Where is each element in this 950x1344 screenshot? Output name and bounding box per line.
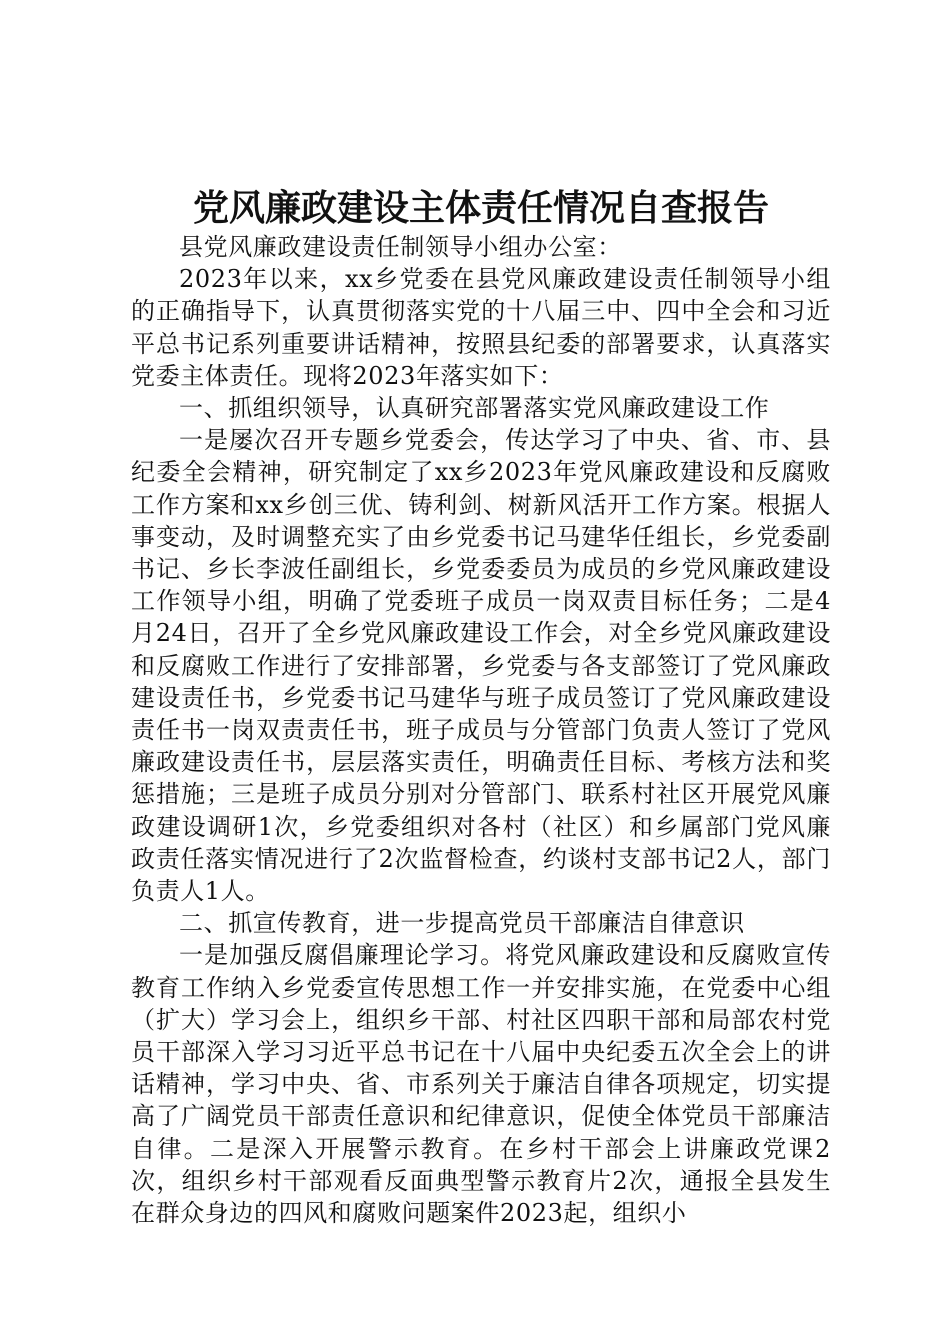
intro-paragraph: 2023年以来，xx乡党委在县党风廉政建设责任制领导小组的正确指导下，认真贯彻落实党的十八届三中、四中全会和习近平总书记系列重要讲话精神，按照县纪委的部署要求，认真落实党委主体责任。现将2023年落实如下： bbox=[131, 265, 831, 390]
section-2-body: 一是加强反腐倡廉理论学习。将党风廉政建设和反腐败宣传教育工作纳入乡党委宣传思想工作一并安排实施，在党委中心组（扩大）学习会上，组织乡干部、村社区四职干部和局部农村党员干部深入学习习近平总书记在十八届中央纪委五次全会上的讲话精神，学习中央、省、市系列关于廉洁自律各项规定，切实提高了广阔党员干部责任意识和纪律意识，促使全体党员干部廉洁自律。二是深入开展警示教育。在乡村干部会上讲廉政党课2次，组织乡村干部观看反面典型警示教育片2次，通报全县发生在群众身边的四风和腐败问题案件2023起，组织小 bbox=[131, 941, 831, 1228]
document-title: 党风廉政建设主体责任情况自查报告 bbox=[192, 187, 769, 229]
salutation: 县党风廉政建设责任制领导小组办公室： bbox=[179, 233, 622, 261]
section-1-body: 一是屡次召开专题乡党委会，传达学习了中央、省、市、县纪委全会精神，研究制定了xx乡2023年党风廉政建设和反腐败工作方案和xx乡创三优、铸利剑、树新风活开工作方案。根据人事变动，及时调整充实了由乡党委书记马建华任组长，乡党委副书记、乡长李波任副组长，乡党委委员为成员的乡党风廉政建设工作领导小组，明确了党委班子成员一岗双责目标任务；二是4月24日，召开了全乡党风廉政建设工作会，对全乡党风廉政建设和反腐败工作进行了安排部署，乡党委与各支部签订了党风廉政建设责任书，乡党委书记马建华与班子成员签订了党风廉政建设责任书一岗双责责任书，班子成员与分管部门负责人签订了党风廉政建设责任书，层层落实责任，明确责任目标、考核方法和奖惩措施；三是班子成员分别对分管部门、联系村社区开展党风廉政建设调研1次，乡党委组织对各村（社区）和乡属部门党风廉政责任落实情况进行了2次监督检查，约谈村支部书记2人，部门负责人1人。 bbox=[131, 426, 831, 906]
section-1-heading: 一、抓组织领导，认真研究部署落实党风廉政建设工作 bbox=[179, 394, 770, 423]
document-page bbox=[131, 186, 831, 1229]
section-2-heading: 二、抓宣传教育，进一步提高党员干部廉洁自律意识 bbox=[179, 909, 745, 938]
